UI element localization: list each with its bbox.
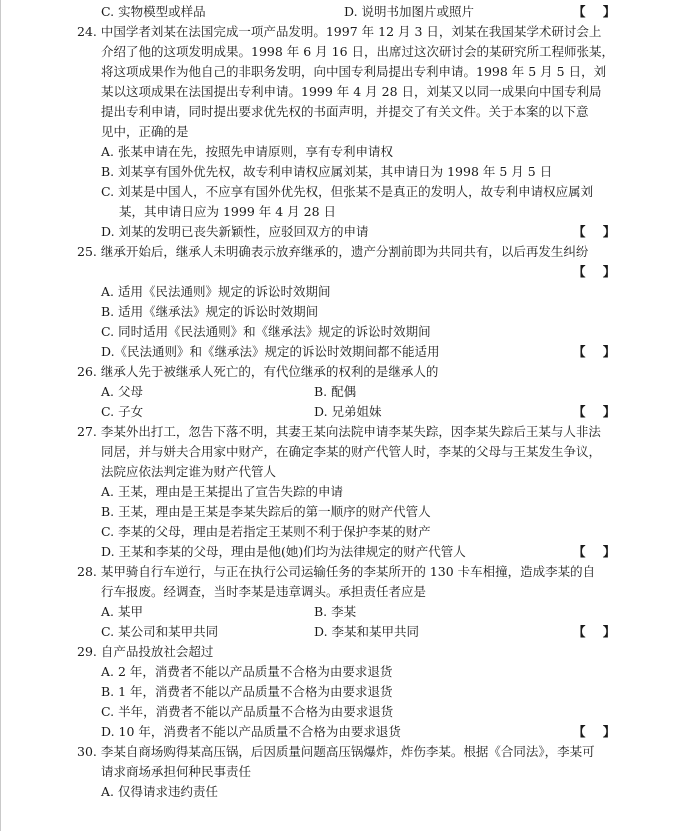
text-line: A. 2 年，消费者不能以产品质量不合格为由要求退货	[101, 664, 393, 679]
text-line: 提出专利申请，同时提出要求优先权的书面声明，并提交了有关文件。关于本案的以下意	[101, 104, 589, 119]
text-line: 24. 中国学者刘某在法国完成一项产品发明。1997 年 12 月 3 日，刘某在我国某学术研讨会上	[77, 24, 602, 39]
text-line: A. 仅得请求违约责任	[101, 784, 218, 799]
answer-bracket: 【 】	[573, 624, 616, 639]
text-line: A. 张某申请在先，按照先申请原则，享有专利申请权	[101, 144, 393, 159]
text-line: A. 适用《民法通则》规定的诉讼时效期间	[101, 284, 331, 299]
text-line: 将这项成果作为他自己的非职务发明，向中国专利局提出专利申请。1998 年 5 月 5 日，刘	[101, 64, 607, 79]
text-line: 法院应依法判定谁为财产代管人	[101, 464, 277, 479]
text-line: 27. 李某外出打工，忽告下落不明，其妻王某向法院申请李某失踪，因李某失踪后王某与人非法	[77, 424, 601, 439]
text-line: D. 刘某的发明已丧失新颖性，应驳回双方的申请	[101, 224, 369, 239]
text-line: B. 刘某享有国外优先权，故专利申请权应属刘某，其申请日为 1998 年 5 月 5 日	[101, 164, 553, 179]
text-line: C. 李某的父母，理由是若指定王某则不利于保护李某的财产	[101, 524, 431, 539]
text-line: C. 子女	[101, 404, 144, 419]
text-line: A. 父母	[101, 384, 143, 399]
text-line: D. 李某和某甲共同	[314, 624, 420, 639]
text-line: 某，其申请日应为 1999 年 4 月 28 日	[119, 204, 337, 219]
text-line: D. 王某和李某的父母，理由是他(她)们均为法律规定的财产代管人	[101, 544, 466, 559]
answer-bracket: 【 】	[573, 724, 616, 739]
text-line: 请求商场承担何种民事责任	[101, 764, 252, 779]
text-line: 介绍了他的这项发明成果。1998 年 6 月 16 日，出席过这次研讨会的某研究所工程师张某，	[101, 44, 615, 59]
text-line: D.《民法通则》和《继承法》规定的诉讼时效期间都不能适用	[101, 344, 440, 359]
answer-bracket: 【 】	[573, 344, 616, 359]
answer-bracket: 【 】	[573, 404, 616, 419]
text-line: 26. 继承人先于被继承人死亡的，有代位继承的权利的是继承人的	[77, 364, 439, 379]
text-line: D. 说明书加图片或照片	[344, 4, 475, 19]
answer-bracket: 【 】	[573, 4, 616, 19]
text-line: B. 王某，理由是王某是李某失踪后的第一顺序的财产代管人	[101, 504, 431, 519]
text-line: A. 某甲	[101, 604, 143, 619]
text-line: 28. 某甲骑自行车逆行，与正在执行公司运输任务的李某所开的 130 卡车相撞，造成李某的自	[77, 564, 596, 579]
answer-bracket: 【 】	[573, 224, 616, 239]
text-line: C. 实物模型或样品	[101, 4, 206, 19]
text-line: 行车报废。经调查，当时李某是违章调头。承担责任者应是	[101, 584, 427, 599]
text-line: 同居，并与姘夫合用家中财产，在确定李某的财产代管人时，李某的父母与王某发生争议，	[101, 444, 602, 459]
text-line: 25. 继承开始后，继承人未明确表示放弃继承的，遗产分割前即为共同共有，以后再发生纠纷	[77, 244, 589, 259]
text-line: B. 适用《继承法》规定的诉讼时效期间	[101, 304, 319, 319]
text-line: B. 李某	[314, 604, 357, 619]
text-line: D. 兄弟姐妹	[314, 404, 382, 419]
text-line: B. 1 年，消费者不能以产品质量不合格为由要求退货	[101, 684, 393, 699]
answer-bracket: 【 】	[573, 544, 616, 559]
text-line: C. 某公司和某甲共同	[101, 624, 219, 639]
text-line: 某以这项成果在法国提出专利申请。1999 年 4 月 28 日，刘某又以同一成果向中国专利局	[101, 84, 602, 99]
text-line: A. 王某，理由是王某提出了宣告失踪的申请	[101, 484, 343, 499]
text-line: C. 半年，消费者不能以产品质量不合格为由要求退货	[101, 704, 394, 719]
text-line: B. 配偶	[314, 384, 357, 399]
text-line: 29. 自产品投放社会超过	[77, 644, 214, 659]
text-line: 30. 李某自商场购得某高压锅，后因质量问题高压锅爆炸，炸伤李某。根据《合同法》，李某可	[77, 744, 595, 759]
text-line: C. 刘某是中国人，不应享有国外优先权，但张某不是真正的发明人，故专利申请权应属刘	[101, 184, 594, 199]
text-line: D. 10 年，消费者不能以产品质量不合格为由要求退货	[101, 724, 401, 739]
text-line: 见中，正确的是	[101, 124, 189, 139]
answer-bracket: 【 】	[573, 264, 616, 279]
text-line: C. 同时适用《民法通则》和《继承法》规定的诉讼时效期间	[101, 324, 431, 339]
